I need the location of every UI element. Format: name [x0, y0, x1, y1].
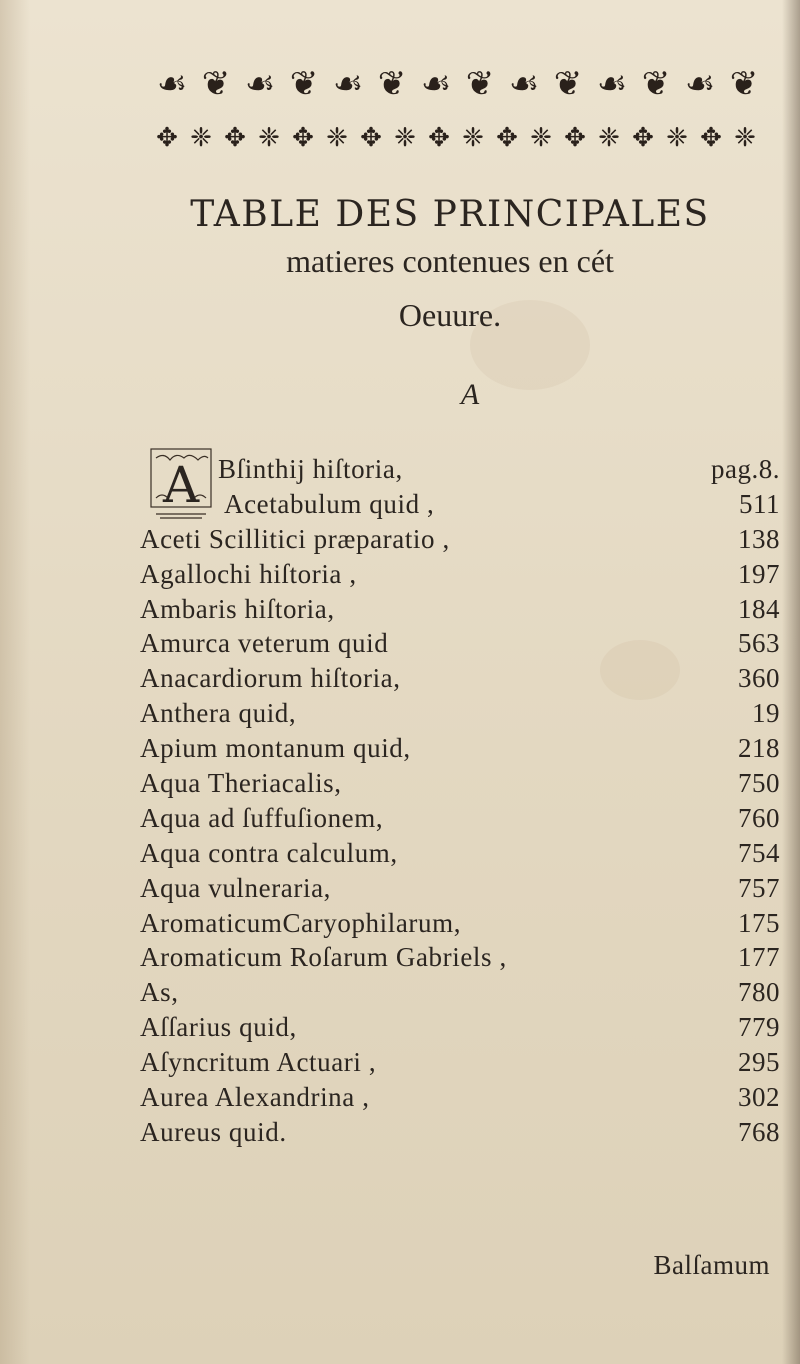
index-entry [140, 1045, 780, 1080]
entry-term: Aceti Scillitici præparatio , [140, 523, 450, 554]
fleuron-border-bottom [150, 114, 770, 162]
entry-page-number: 780 [738, 977, 780, 1008]
index-entry [140, 452, 780, 487]
fleuron-icon: ☙ [508, 64, 540, 104]
entry-page-number: 19 [752, 698, 780, 729]
fleuron-icon: ❈ [598, 123, 620, 153]
entry-term: AromaticumCaryophilarum, [140, 907, 462, 938]
fleuron-icon: ❈ [530, 123, 552, 153]
fleuron-icon: ❈ [462, 123, 484, 153]
entry-term: Apium montanum quid, [140, 733, 411, 764]
entry-page-number: 177 [738, 942, 780, 973]
table-subtitle-end: Oeuure. [398, 297, 502, 333]
fleuron-icon: ❦ [465, 64, 495, 104]
fleuron-icon: ✥ [224, 123, 246, 153]
fleuron-icon: ✥ [700, 123, 722, 153]
entry-page-number: pag.8. [711, 454, 780, 484]
fleuron-icon: ❈ [734, 123, 756, 153]
index-entry [140, 766, 780, 801]
entry-page-number: 750 [738, 768, 780, 799]
index-entry [140, 487, 780, 522]
entry-term: Aurea Alexandrina , [140, 1082, 370, 1113]
fleuron-icon: ☙ [596, 64, 628, 104]
entry-term: Acetabulum quid , [224, 488, 435, 519]
entry-term: Aromaticum Roſarum Gabriels , [140, 942, 507, 973]
index-entry [140, 557, 780, 592]
index-entry [140, 906, 780, 941]
entry-term: Ambaris hiſtoria, [140, 593, 335, 624]
catchword: Balſamum [653, 1250, 770, 1280]
index-entry [140, 626, 780, 661]
entry-term: Anacardiorum hiſtoria, [140, 663, 401, 694]
index-entry [140, 1080, 780, 1115]
fleuron-icon: ❦ [377, 64, 407, 104]
index-entry [140, 522, 780, 557]
table-subtitle: matieres contenues en cét [286, 243, 614, 279]
fleuron-icon: ✥ [632, 123, 654, 153]
entry-term: Aqua contra calculum, [140, 837, 398, 868]
fleuron-icon: ❦ [729, 64, 759, 104]
fleuron-icon: ☙ [332, 64, 364, 104]
entry-page-number: 754 [738, 837, 780, 868]
fleuron-icon: ❈ [258, 123, 280, 153]
entry-term: Aqua ad ſuffuſionem, [140, 802, 384, 833]
entry-term: Agallochi hiſtoria , [140, 558, 357, 589]
entry-page-number: 779 [738, 1012, 780, 1043]
index-entry [140, 836, 780, 871]
entry-term: Amurca veterum quid [140, 628, 389, 659]
index-entries [140, 452, 780, 1150]
index-entry [140, 1010, 780, 1045]
entry-page-number: 175 [738, 907, 780, 938]
drop-cap-letter: A [162, 456, 200, 514]
fleuron-icon: ✥ [496, 123, 518, 153]
entry-term: Aureus quid. [140, 1116, 287, 1147]
entry-page-number: 218 [738, 733, 780, 764]
index-entry [140, 975, 780, 1010]
entry-term: Bſinthij hiſtoria, [218, 454, 403, 484]
fleuron-icon: ✥ [292, 123, 314, 153]
fleuron-icon: ✥ [428, 123, 450, 153]
index-entry [140, 731, 780, 766]
entry-page-number: 360 [738, 663, 780, 694]
fleuron-icon: ☙ [244, 64, 276, 104]
section-letter-heading: A [460, 378, 480, 411]
fleuron-icon: ❦ [553, 64, 583, 104]
index-entry [140, 940, 780, 975]
fleuron-icon: ✥ [156, 123, 178, 153]
fleuron-icon: ❈ [394, 123, 416, 153]
entry-term: As, [140, 977, 179, 1008]
entry-term: Aqua Theriacalis, [140, 768, 342, 799]
page-gutter-shadow [0, 0, 30, 1364]
entry-page-number: 138 [738, 523, 780, 554]
fleuron-icon: ❈ [666, 123, 688, 153]
entry-page-number: 197 [738, 558, 780, 589]
index-entry [140, 696, 780, 731]
page-edge-shadow [782, 0, 800, 1364]
entry-term: Aſſarius quid, [140, 1012, 297, 1043]
fleuron-icon: ✥ [564, 123, 586, 153]
fleuron-icon: ❦ [641, 64, 671, 104]
index-entry [140, 871, 780, 906]
index-entry [140, 801, 780, 836]
table-title: TABLE DES PRINCIPALES [190, 194, 710, 235]
fleuron-icon: ❦ [289, 64, 319, 104]
entry-page-number: 295 [738, 1047, 780, 1078]
entry-term: Aqua vulneraria, [140, 872, 332, 903]
fleuron-icon: ☙ [156, 64, 188, 104]
entry-term: Anthera quid, [140, 698, 297, 729]
entry-page-number: 511 [739, 488, 780, 519]
entry-page-number: 184 [738, 593, 780, 624]
index-entry [140, 661, 780, 696]
fleuron-icon: ❈ [190, 123, 212, 153]
entry-page-number: 757 [738, 872, 780, 903]
fleuron-icon: ✥ [360, 123, 382, 153]
fleuron-icon: ❦ [201, 64, 231, 104]
index-entry [140, 1115, 780, 1150]
fleuron-icon: ☙ [420, 64, 452, 104]
fleuron-icon: ❈ [326, 123, 348, 153]
entry-page-number: 768 [738, 1116, 780, 1147]
entry-page-number: 563 [738, 628, 780, 659]
fleuron-icon: ☙ [684, 64, 716, 104]
entry-term: Aſyncritum Actuari , [140, 1047, 377, 1078]
fleuron-border-top [150, 58, 770, 110]
index-entry [140, 592, 780, 627]
entry-page-number: 302 [738, 1082, 780, 1113]
entry-page-number: 760 [738, 802, 780, 833]
